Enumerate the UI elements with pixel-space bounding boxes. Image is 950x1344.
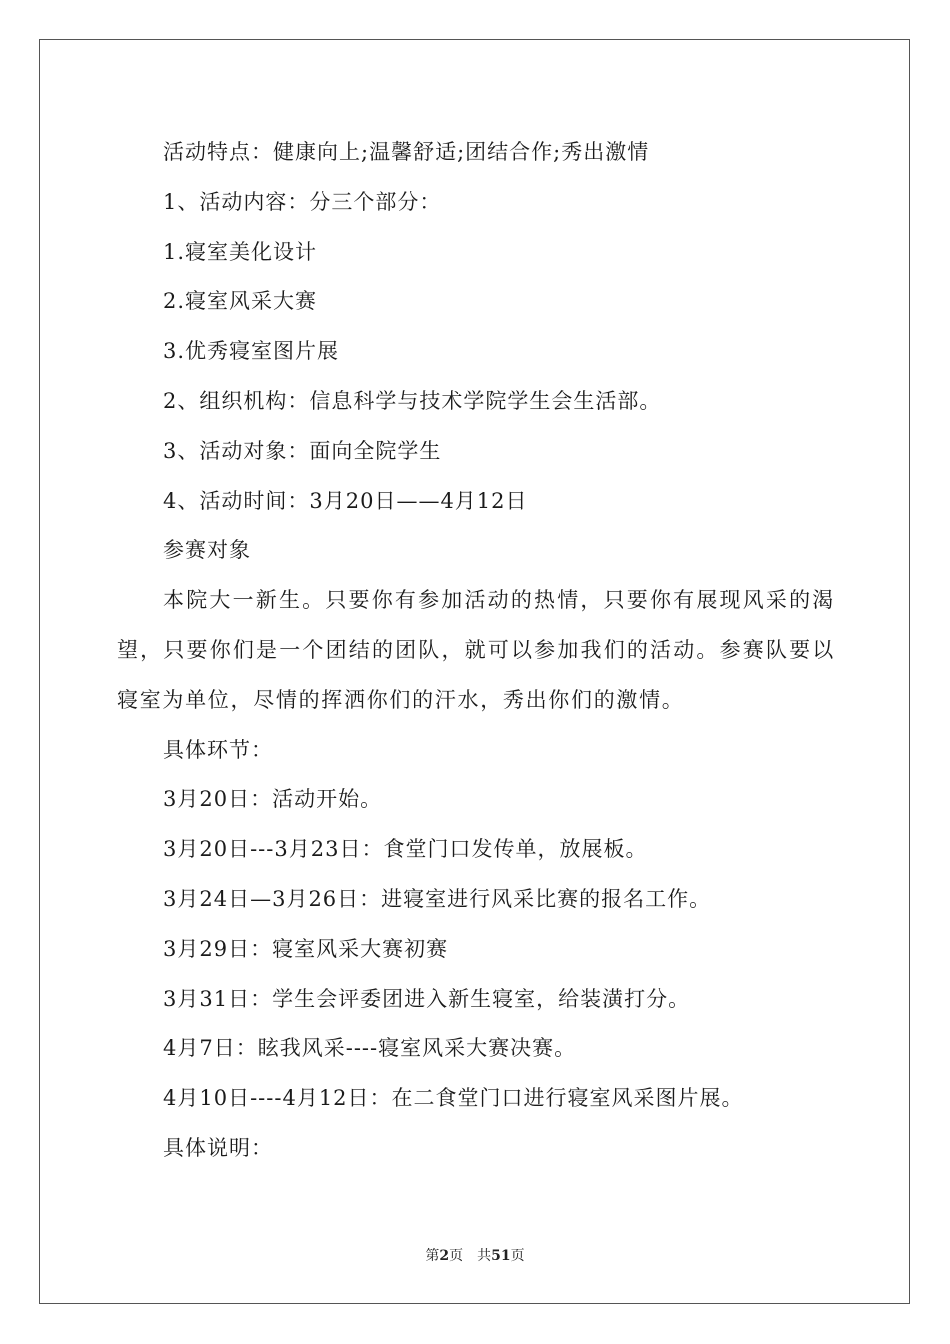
section-heading: 具体环节： [163, 737, 273, 762]
text-line: 3、活动对象：面向全院学生 [163, 438, 442, 463]
page-footer [0, 1245, 950, 1265]
page-label-prefix: 第 [425, 1248, 440, 1264]
schedule-item: 4月7日：眩我风采----寝室风采大赛决赛。 [163, 1036, 577, 1061]
text-line: 1、活动内容：分三个部分： [163, 189, 442, 214]
schedule-item: 3月20日：活动开始。 [163, 787, 383, 812]
schedule-item: 4月10日----4月12日：在二食堂门口进行寝室风采图片展。 [163, 1086, 744, 1111]
text-line: 4、活动时间：3月20日——4月12日 [163, 488, 528, 513]
text-line: 2.寝室风采大赛 [163, 289, 318, 314]
page-label-suffix: 页 [449, 1248, 464, 1264]
total-label-suffix: 页 [510, 1248, 525, 1264]
page-number: 2 [439, 1248, 450, 1264]
body-paragraph: 本院大一新生。只要你有参加活动的热情，只要你有展现风采的渴望，只要你们是一个团结的团队，就可以参加我们的活动。参赛队要以寝室为单位，尽情的挥洒你们的汗水，秀出你们的激情。 [117, 588, 835, 712]
text-line: 活动特点：健康向上;温馨舒适;团结合作;秀出激情 [163, 140, 650, 164]
schedule-item: 3月24日—3月26日：进寝室进行风采比赛的报名工作。 [163, 886, 712, 911]
text-line: 3.优秀寝室图片展 [163, 339, 340, 364]
section-heading: 参赛对象 [163, 538, 251, 563]
schedule-item: 3月29日：寝室风采大赛初赛 [163, 936, 449, 961]
document-body [117, 128, 835, 1174]
schedule-item: 3月20日---3月23日：食堂门口发传单，放展板。 [163, 837, 648, 862]
text-line: 1.寝室美化设计 [163, 239, 318, 264]
total-label-prefix: 共 [477, 1248, 492, 1264]
text-line: 2、组织机构：信息科学与技术学院学生会生活部。 [163, 388, 662, 413]
section-heading: 具体说明： [163, 1135, 273, 1160]
schedule-item: 3月31日：学生会评委团进入新生寝室，给装潢打分。 [163, 986, 691, 1011]
total-pages: 51 [491, 1248, 511, 1264]
